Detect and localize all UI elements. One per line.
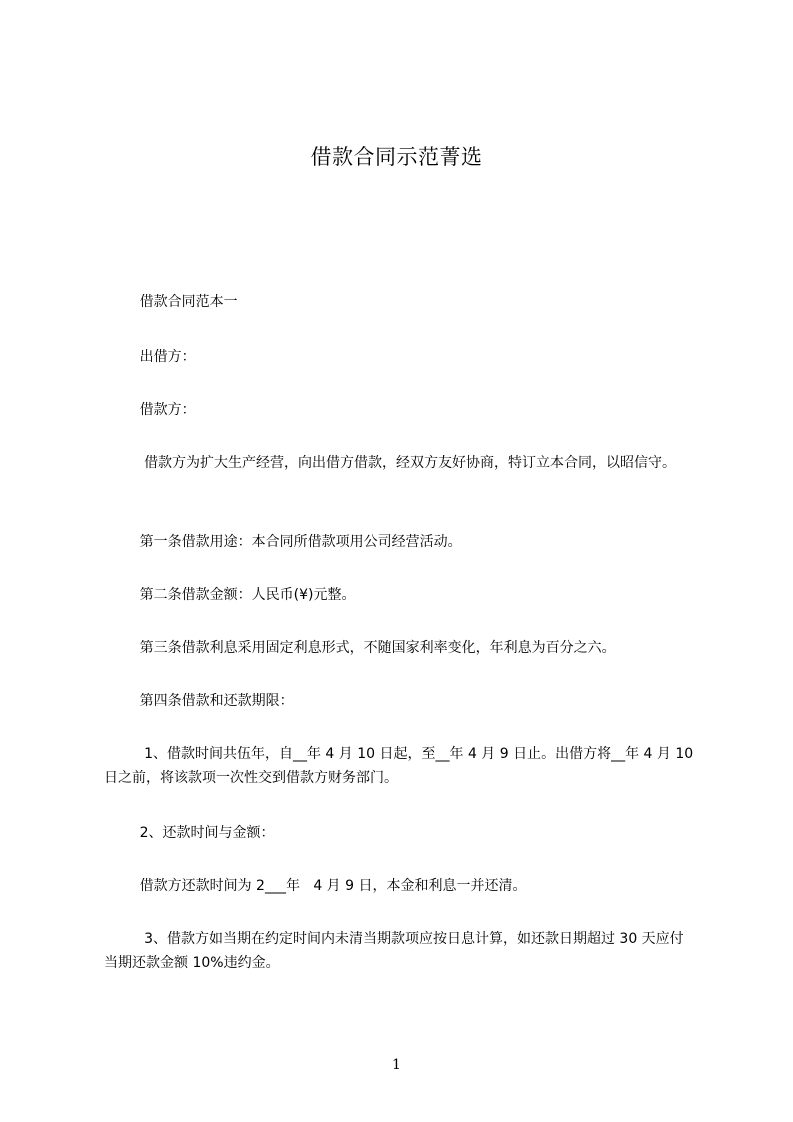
paragraph-borrower: 借款方： (104, 402, 196, 418)
paragraph-intro: 借款方为扩大生产经营，向出借方借款，经双方友好协商，特订立本合同，以昭信守。 (104, 455, 677, 471)
paragraph-clause-2: 2、还款时间与金额： (104, 825, 275, 841)
paragraph-repayment-time: 借款方还款时间为 2___年 4 月 9 日，本金和利息一并还清。 (104, 878, 527, 894)
paragraph-lender: 出借方： (104, 349, 196, 365)
paragraph-clause-1: 1、借款时间共伍年，自__年 4 月 10 日起，至__年 4 月 9 日止。出借方将__年 4 月 10 日之前，将该款项一次性交到借款方财务部门。 (104, 746, 698, 786)
page-number: 1 (392, 1057, 401, 1073)
paragraph-contract-sample-heading: 借款合同范本一 (104, 294, 238, 310)
paragraph-article-4: 第四条借款和还款期限： (104, 693, 294, 709)
paragraph-article-3: 第三条借款利息采用固定利息形式，不随国家利率变化，年利息为百分之六。 (104, 640, 616, 656)
document-title: 借款合同示范菁选 (310, 145, 483, 169)
paragraph-article-1: 第一条借款用途：本合同所借款项用公司经营活动。 (104, 534, 462, 550)
paragraph-article-2: 第二条借款金额：人民币(¥)元整。 (104, 587, 356, 603)
paragraph-clause-3: 3、借款方如当期在约定时间内未清当期款项应按日息计算，如还款日期超过 30 天应付当期还款金额 10%违约金。 (104, 931, 684, 971)
